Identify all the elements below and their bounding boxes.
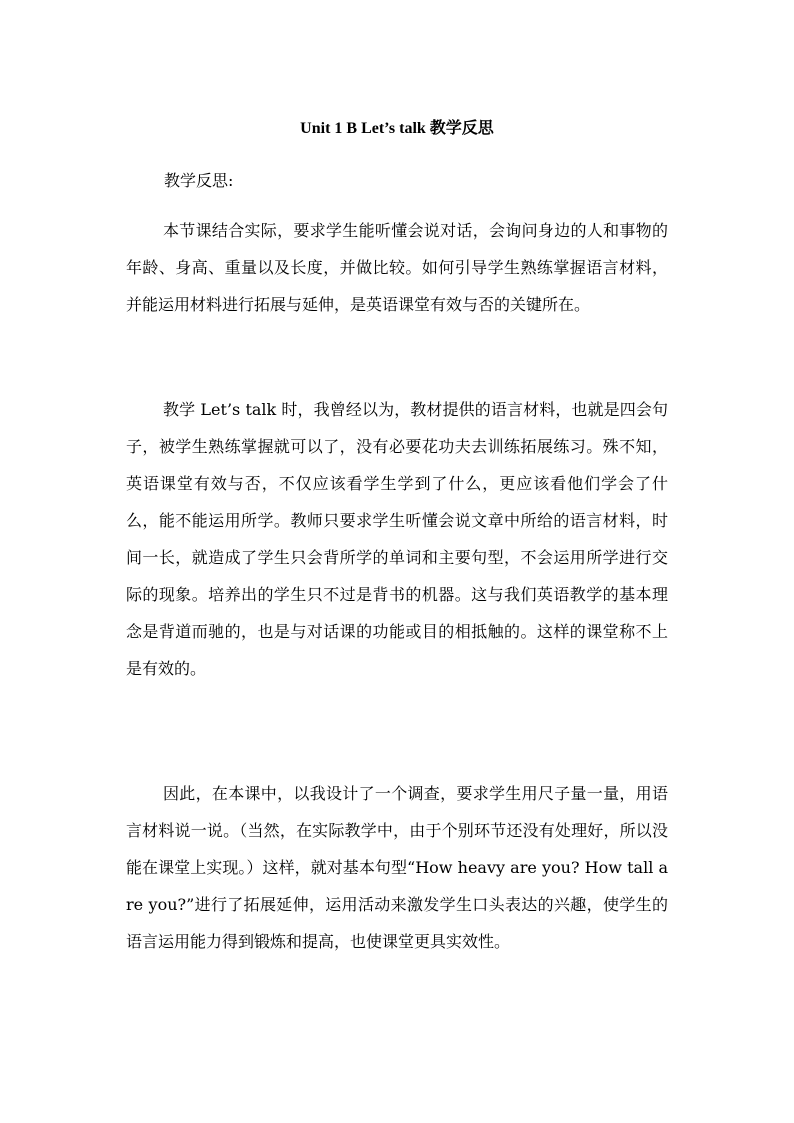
paragraph-1: 本节课结合实际，要求学生能听懂会说对话，会询问身边的人和事物的年龄、身高、重量以及长度，并做比较。如何引导学生熟练掌握语言材料，并能运用材料进行拓展与延伸，是英语课堂有效与否的关键所在。 <box>126 221 668 314</box>
paragraph-3: 因此，在本课中，以我设计了一个调查，要求学生用尺子量一量，用语言材料说一说。（当然，在实际教学中，由于个别环节还没有处理好，所以没能在课堂上实现。）这样，就对基本句型“How heavy are you? How tall are you?”进行了拓展延伸，运用活动来激发学生口头表达的兴趣，使学生的语言运用能力得到锻炼和提高，也使课堂更具实效性。 <box>126 784 668 951</box>
section-label: 教学反思: <box>164 171 234 190</box>
paragraph-2: 教学 Let’s talk 时，我曾经以为，教材提供的语言材料，也就是四会句子，被学生熟练掌握就可以了，没有必要花功夫去训练拓展练习。殊不知，英语课堂有效与否，不仅应该看学生学到了什么，更应该看他们学会了什么，能不能运用所学。教师只要求学生听懂会说文章中所给的语言材料，时间一长，就造成了学生只会背所学的单词和主要句型，不会运用所学进行交际的现象。培养出的学生只不过是背书的机器。这与我们英语教学的基本理念是背道而驰的，也是与对话课的功能或目的相抵触的。这样的课堂称不上是有效的。 <box>126 400 668 678</box>
document-title: Unit 1 B Let’s talk 教学反思 <box>300 120 494 137</box>
